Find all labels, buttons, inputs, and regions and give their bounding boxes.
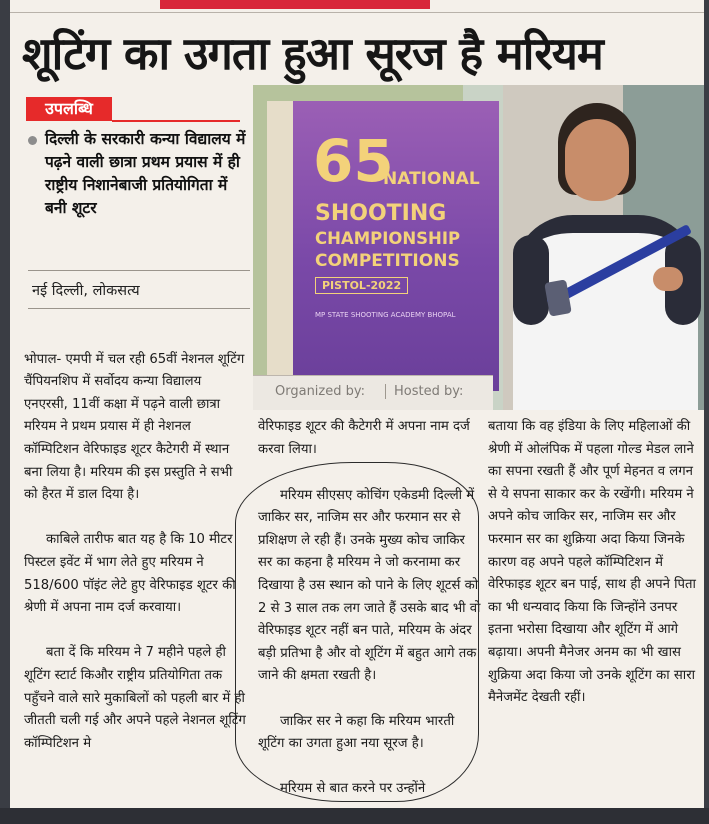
- top-rule: [10, 12, 704, 13]
- poster-subtitle: MP STATE SHOOTING ACADEMY BHOPAL: [315, 311, 456, 319]
- poster-line: SHOOTING: [315, 201, 447, 226]
- article-column-2-top: वेरिफाइड शूटर की कैटेगरी में अपना नाम दर्ज करवा लिया।: [258, 419, 470, 457]
- person-face: [565, 119, 629, 201]
- paragraph: मरियम सीएसए कोचिंग एकेडमी दिल्ली में जाकिर सर, नाजिम सर और फरमान सर से प्रशिक्षण ले रही हैं। उनके मुख्य कोच जाकिर सर का कहना है मरियम ने जो करनामा कर दिखाया है उस स्थान को पाने के लिए शूटर्स को 2 से 3 साल तक लग जाते हैं उसके बाद भी वो वेरिफाइड शूटर नहीं बन पाते, मरियम के अंदर बड़ी प्रतिभा है और वो शूटिंग में बहुत आगे तक जाने की क्षमता रखती है।: [258, 487, 481, 684]
- article-column-2: [258, 462, 482, 801]
- headline: शूटिंग का उगता हुआ सूरज है मरियम: [22, 27, 603, 80]
- achievement-badge: उपलब्धि: [26, 97, 112, 121]
- hosted-by-label: Hosted by:: [385, 384, 463, 399]
- poster-line: CHAMPIONSHIP: [315, 229, 461, 248]
- photo-subject-area: [503, 85, 704, 410]
- paragraph: जाकिर सर ने कहा कि मरियम भारती शूटिंग का उगता हुआ नया सूरज है।: [258, 713, 455, 752]
- divider: [28, 270, 250, 271]
- poster-national: NATIONAL: [383, 169, 480, 189]
- paragraph: मरियम से बात करने पर उन्होंने: [280, 781, 426, 797]
- poster-line: COMPETITIONS: [315, 251, 460, 271]
- divider: [28, 308, 250, 309]
- newspaper-clipping: [10, 0, 704, 808]
- dateline: नई दिल्ली, लोकसत्य: [32, 283, 140, 299]
- article-photo: [253, 85, 704, 410]
- paragraph: बता दें कि मरियम ने 7 महीने पहले ही शूटिंग स्टार्ट किऔर राष्ट्रीय प्रतियोगिता तक पहुँचने वाले सारे मुकाबिलों को पहली बार में ही जीतती चली गई और अपने पहले नेशनल शूटिंग कॉम्पिटिशन मे: [24, 645, 246, 751]
- top-red-bar: [160, 0, 430, 9]
- paragraph: काबिले तारीफ बात यह है कि 10 मीटर पिस्टल इवेंट में भाग लेते हुए मरियम ने 518/600 पॉइंट लेटे हुए वेरिफाइड शूटर की श्रेणी में अपना नाम दर्ज करवाया।: [24, 532, 236, 616]
- organized-by-label: Organized by:: [275, 384, 366, 399]
- person-sleeve: [513, 235, 549, 325]
- bullet-icon: [28, 136, 37, 145]
- highlight-box: [28, 128, 250, 220]
- paragraph: भोपाल- एमपी में चल रही 65वीं नेशनल शूटिंग चैंपियनशिप में सर्वोदय कन्या विद्यालय एनएरसी, 11वीं कक्षा में पढ़ने वाली छात्रा मरियम ने प्रथम प्रयास में ही नेशनल कॉम्पिटिशन वेरिफाइड शूटर कैटेगरी में स्थान बना लिया है। मरियम की इस प्रस्तुति ने सभी को हैरत में डाल दिया है।: [24, 351, 245, 503]
- article-column-3: बताया कि वह इंडिया के लिए महिलाओं की श्रेणी में ओलंपिक में पहला गोल्ड मेडल लाने का सपना रखती हैं और पूर्ण मेहनत व लगन से ये सपना साकार कर के रखेंगी। मरियम ने अपने कोच जाकिर सर, नाजिम सर और फरमान सर का शुक्रिया अदा किया जिनके कारण वह अपने पहले कॉम्पिटिशन में वेरिफाइड शूटर बन पाई, साथ ही अपने पिता का भी धन्यवाद किया कि जिन्होंने उनपर इतना भरोसा दिखाया और शूटिंग में आगे बढ़ाया। अपनी मैनेजर अनम का भी खास शुक्रिया अदा किया जो उनके शूटिंग का सारा मैनेजमेंट देखती रहीं।: [488, 419, 696, 706]
- badge-rule: [112, 120, 240, 122]
- person-hand: [653, 267, 683, 291]
- bottom-band: [0, 808, 709, 824]
- article-column-1: [24, 326, 246, 755]
- poster-footer-strip: [253, 375, 493, 410]
- poster-pistol-label: PISTOL-2022: [315, 277, 408, 294]
- poster-number: 65: [313, 127, 394, 195]
- championship-poster: [267, 101, 499, 391]
- highlight-text: दिल्ली के सरकारी कन्या विद्यालय में पढ़ने वाली छात्रा प्रथम प्रयास में ही राष्ट्रीय निशानेबाजी प्रतियोगिता में बनी शूटर: [45, 130, 246, 217]
